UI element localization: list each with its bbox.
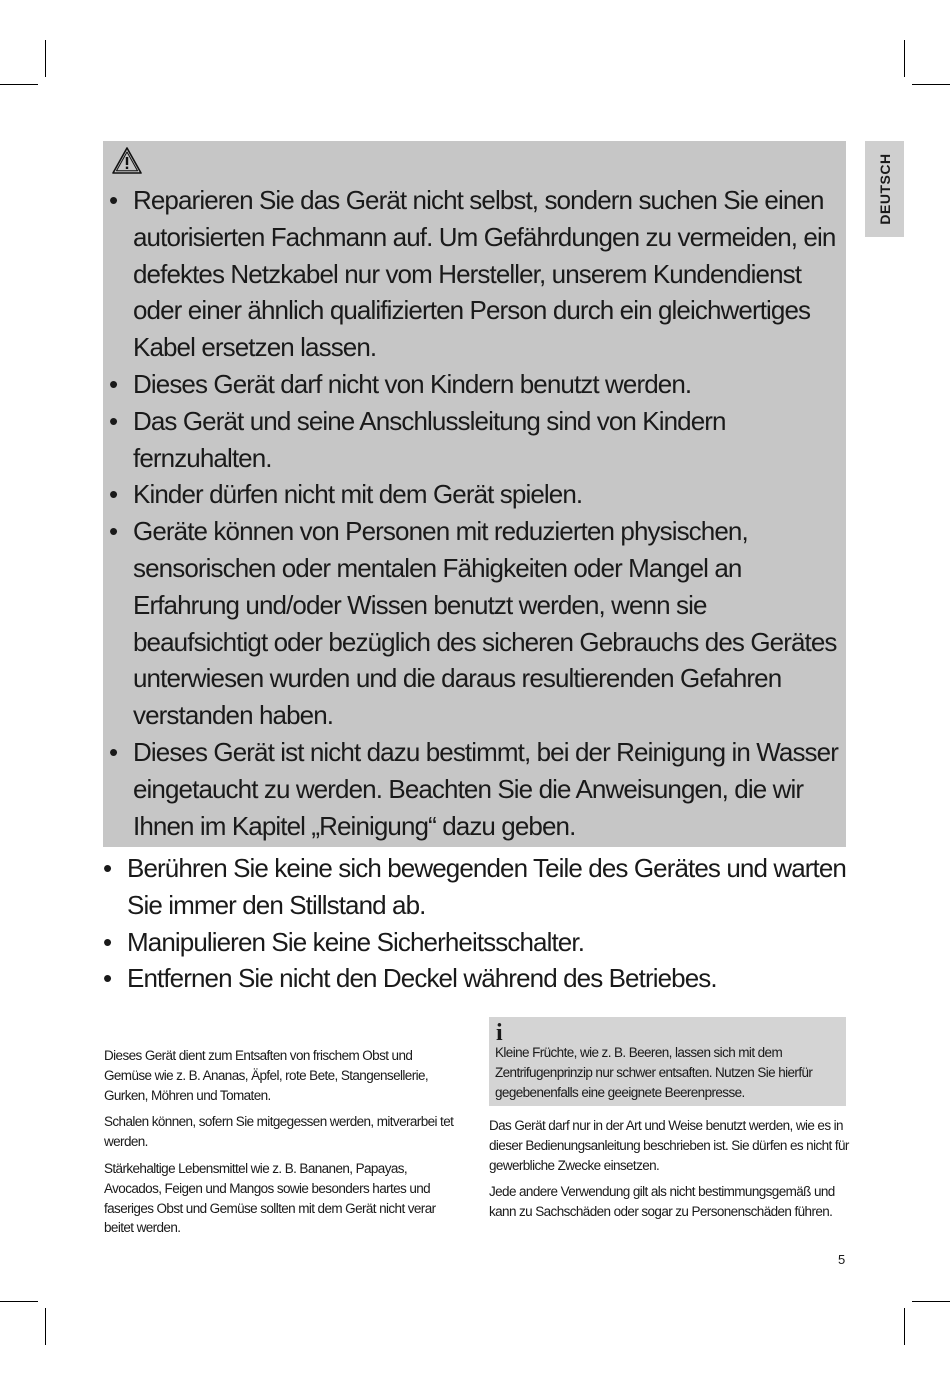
list-item: • Entfernen Sie nicht den Deckel während des Betriebes.: [127, 960, 847, 997]
info-box: [489, 1017, 846, 1106]
warning-box: [103, 141, 846, 847]
crop-mark: [912, 1301, 950, 1302]
paragraph: Schalen können, sofern Sie mitgegessen werden, mitverarbei tet werden.: [104, 1114, 454, 1150]
paragraph: Stärkehaltige Lebensmittel wie z. B. Bananen, Papayas, Avocados, Feigen und Mangos sowie besonders hartes und faseriges Obst und Gemüse sollten mit dem Gerät nicht verar beitet werden.: [104, 1160, 436, 1236]
info-text: Kleine Früchte, wie z. B. Beeren, lassen sich mit dem Zentrifugenprinzip nur schwer entsaften. Nutzen Sie hierfür gegebenenfalls eine geeignete Beerenpresse.: [495, 1045, 813, 1100]
safety-list: [127, 850, 847, 997]
list-item: • Geräte können von Personen mit reduzierten physischen, sensorischen oder mentalen Fähigkeiten oder Mangel an Erfahrung und/oder Wissen benutzt werden, wenn sie beaufsichtigt oder bezüglich des sicheren Gebrauchs des Gerätes unterwiesen wurden und die daraus resultierenden Gefahren verstanden haben.: [133, 513, 845, 734]
paragraph: Jede andere Verwendung gilt als nicht bestimmungsgemäß und kann zu Sachschäden oder sogar zu Personenschäden führen.: [489, 1184, 835, 1220]
warning-triangle-icon: [111, 146, 143, 176]
crop-mark: [904, 40, 905, 77]
page-number: 5: [838, 1252, 846, 1267]
intended-use-column: [104, 1046, 456, 1245]
list-item: • Dieses Gerät darf nicht von Kindern benutzt werden.: [133, 366, 845, 403]
crop-mark: [912, 84, 950, 85]
language-tab-label: DEUTSCH: [876, 153, 893, 225]
warning-list: [133, 182, 845, 844]
list-item: • Kinder dürfen nicht mit dem Gerät spielen.: [133, 476, 845, 513]
list-item: • Manipulieren Sie keine Sicherheitsschalter.: [127, 924, 847, 961]
list-item: • Dieses Gerät ist nicht dazu bestimmt, bei der Reinigung in Wasser eingetaucht zu werden. Beachten Sie die Anweisungen, die wir Ihnen im Kapitel „Reinigung“ dazu geben.: [133, 734, 845, 844]
list-item: • Berühren Sie keine sich bewegenden Teile des Gerätes und warten Sie immer den Stillstand ab.: [127, 850, 847, 924]
crop-mark: [904, 1308, 905, 1345]
crop-mark: [0, 84, 38, 85]
crop-mark: [45, 1308, 46, 1345]
list-item: • Das Gerät und seine Anschlussleitung sind von Kindern fernzuhalten.: [133, 403, 845, 477]
usage-column: [489, 1116, 849, 1229]
language-tab: [865, 141, 904, 237]
paragraph: Das Gerät darf nur in der Art und Weise benutzt werden, wie es in dieser Bedienungsanleitung beschrieben ist. Sie dürfen es nicht für gewerbliche Zwecke einsetzen.: [489, 1118, 849, 1173]
list-item: • Reparieren Sie das Gerät nicht selbst, sondern suchen Sie einen autorisierten Fachmann auf. Um Gefährdungen zu vermeiden, ein defektes Netzkabel nur vom Hersteller, unserem Kundendienst oder einer ähnlich qualifizierten Person durch ein gleichwertiges Kabel ersetzen lassen.: [133, 182, 845, 366]
paragraph: Dieses Gerät dient zum Entsaften von frischem Obst und Gemüse wie z. B. Ananas, Äpfel, rote Bete, Stangensellerie, Gurken, Möhren und Tomaten.: [104, 1048, 429, 1103]
info-icon: i: [496, 1020, 503, 1046]
crop-mark: [0, 1301, 38, 1302]
crop-mark: [45, 40, 46, 77]
